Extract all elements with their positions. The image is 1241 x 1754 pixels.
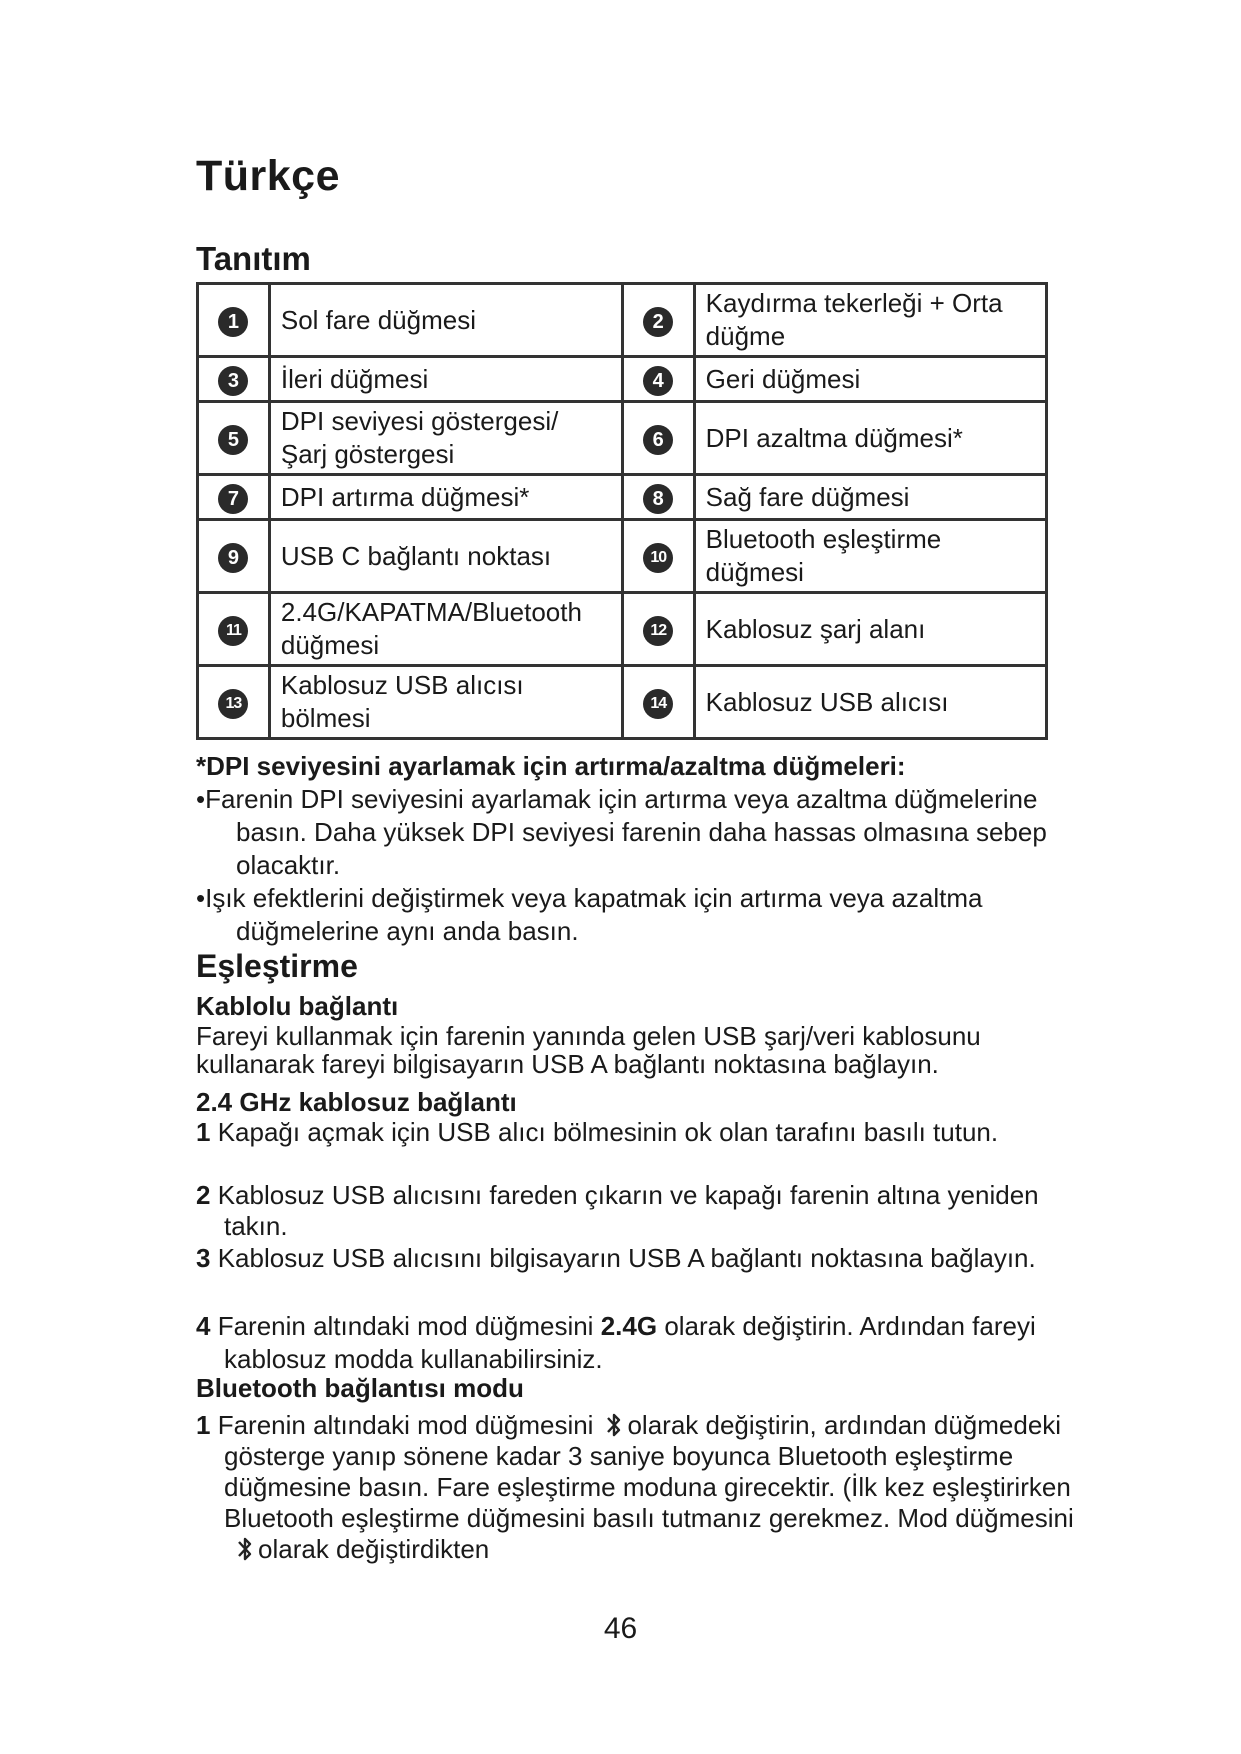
- part-number-cell: [622, 402, 694, 475]
- step-text: olarak değiştirin, ardından düğmedeki gösterge yanıp sönene kadar 3 saniye boyunca Bluetooth eşleştirme düğmesine basın. Fare eşleştirme moduna girecektir. (İlk kez eşleştirirken Bluetooth eşleştirme düğmesini basılı tutmanız gerekmez. Mod düğmesini: [224, 1410, 1074, 1533]
- table-row: [198, 357, 1047, 402]
- step-text: Farenin altındaki mod düğmesini: [217, 1311, 594, 1341]
- part-label: Kaydırma tekerleği + Orta düğme: [694, 284, 1046, 357]
- intro-heading: Tanıtım: [196, 240, 311, 277]
- step-number: 2: [196, 1180, 211, 1210]
- bluetooth-icon: [232, 1534, 258, 1564]
- part-label: USB C bağlantı noktası: [269, 520, 622, 593]
- part-label: DPI artırma düğmesi*: [269, 475, 622, 520]
- wired-text: Fareyi kullanmak için farenin yanında gelen USB şarj/veri kablosunu kullanarak fareyi bilgisayarın USB A bağlantı noktasına bağlayın.: [196, 1021, 981, 1079]
- part-number-cell: [198, 357, 270, 402]
- wired-heading: Kablolu bağlantı: [196, 991, 399, 1021]
- part-number-badge: 14: [643, 689, 673, 719]
- wireless-step-4: [196, 1310, 1084, 1376]
- part-label: Sol fare düğmesi: [269, 284, 622, 357]
- mode-label: 2.4G: [600, 1311, 658, 1341]
- part-label: İleri düğmesi: [269, 357, 622, 402]
- part-label: Bluetooth eşleştirme düğmesi: [694, 520, 1046, 593]
- bluetooth-heading: Bluetooth bağlantısı modu: [196, 1373, 524, 1403]
- part-label: Geri düğmesi: [694, 357, 1046, 402]
- part-number-badge: 7: [218, 484, 248, 514]
- part-number-cell: [198, 666, 270, 739]
- table-row: [198, 284, 1047, 357]
- part-number-badge: 2: [643, 307, 673, 337]
- bluetooth-step-1: [196, 1410, 1084, 1565]
- part-number-cell: [198, 475, 270, 520]
- part-number-badge: 6: [643, 425, 673, 455]
- part-label: 2.4G/KAPATMA/Bluetooth düğmesi: [269, 593, 622, 666]
- step-text: olarak değiştirdikten: [258, 1534, 490, 1564]
- part-number-badge: 11: [218, 616, 248, 646]
- part-label: Kablosuz USB alıcısı: [694, 666, 1046, 739]
- dpi-bullet-1: •Farenin DPI seviyesini ayarlamak için artırma veya azaltma düğmelerine basın. Daha yüksek DPI seviyesi farenin daha hassas olmasına sebep olacaktır.: [196, 784, 1047, 880]
- part-label: DPI azaltma düğmesi*: [694, 402, 1046, 475]
- page-title: Türkçe: [196, 152, 341, 200]
- step-number: 3: [196, 1243, 211, 1273]
- wireless-step-2: [196, 1180, 1084, 1242]
- table-row: [198, 520, 1047, 593]
- part-number-cell: [622, 520, 694, 593]
- step-number: 1: [196, 1410, 211, 1440]
- part-number-badge: 1: [218, 307, 248, 337]
- wireless-step-3: [196, 1242, 1084, 1275]
- dpi-bullet-2: •Işık efektlerini değiştirmek veya kapatmak için artırma veya azaltma düğmelerine aynı anda basın.: [196, 883, 983, 946]
- part-number-cell: [622, 357, 694, 402]
- table-row: [198, 475, 1047, 520]
- table-row: [198, 666, 1047, 739]
- parts-table: [196, 282, 1048, 740]
- step-text: olarak değiştirin. Ardından fareyi kablosuz modda kullanabilirsiniz.: [224, 1311, 1036, 1374]
- step-text: Kablosuz USB alıcısını bilgisayarın USB A bağlantı noktasına bağlayın.: [217, 1243, 1036, 1273]
- part-number-badge: 3: [218, 366, 248, 396]
- step-number: 4: [196, 1311, 211, 1341]
- part-number-badge: 13: [218, 689, 248, 719]
- wireless-heading: 2.4 GHz kablosuz bağlantı: [196, 1087, 517, 1117]
- part-number-badge: 9: [218, 543, 248, 573]
- part-number-badge: 10: [643, 543, 673, 573]
- dpi-heading: *DPI seviyesini ayarlamak için artırma/azaltma düğmeleri:: [196, 751, 906, 781]
- part-number-cell: [198, 593, 270, 666]
- part-label: Kablosuz USB alıcısı bölmesi: [269, 666, 622, 739]
- part-number-cell: [198, 284, 270, 357]
- part-number-badge: 5: [218, 425, 248, 455]
- part-number-badge: 8: [643, 484, 673, 514]
- part-label: Kablosuz şarj alanı: [694, 593, 1046, 666]
- part-number-badge: 4: [643, 366, 673, 396]
- part-number-cell: [198, 520, 270, 593]
- bluetooth-icon: [601, 1410, 627, 1440]
- part-label: DPI seviyesi göstergesi/ Şarj göstergesi: [269, 402, 622, 475]
- part-number-cell: [622, 593, 694, 666]
- part-number-cell: [622, 284, 694, 357]
- part-number-badge: 12: [643, 616, 673, 646]
- part-number-cell: [622, 666, 694, 739]
- step-number: 1: [196, 1117, 211, 1147]
- pairing-heading: Eşleştirme: [196, 948, 358, 984]
- part-number-cell: [198, 402, 270, 475]
- table-row: [198, 402, 1047, 475]
- page-number: 46: [603, 1612, 638, 1645]
- wireless-step-1: [196, 1118, 1084, 1147]
- part-number-cell: [622, 475, 694, 520]
- table-row: [198, 593, 1047, 666]
- step-text: Farenin altındaki mod düğmesini: [217, 1410, 594, 1440]
- step-text: Kablosuz USB alıcısını fareden çıkarın ve kapağı farenin altına yeniden takın.: [217, 1180, 1039, 1241]
- step-text: Kapağı açmak için USB alıcı bölmesinin ok olan tarafını basılı tutun.: [217, 1117, 999, 1147]
- part-label: Sağ fare düğmesi: [694, 475, 1046, 520]
